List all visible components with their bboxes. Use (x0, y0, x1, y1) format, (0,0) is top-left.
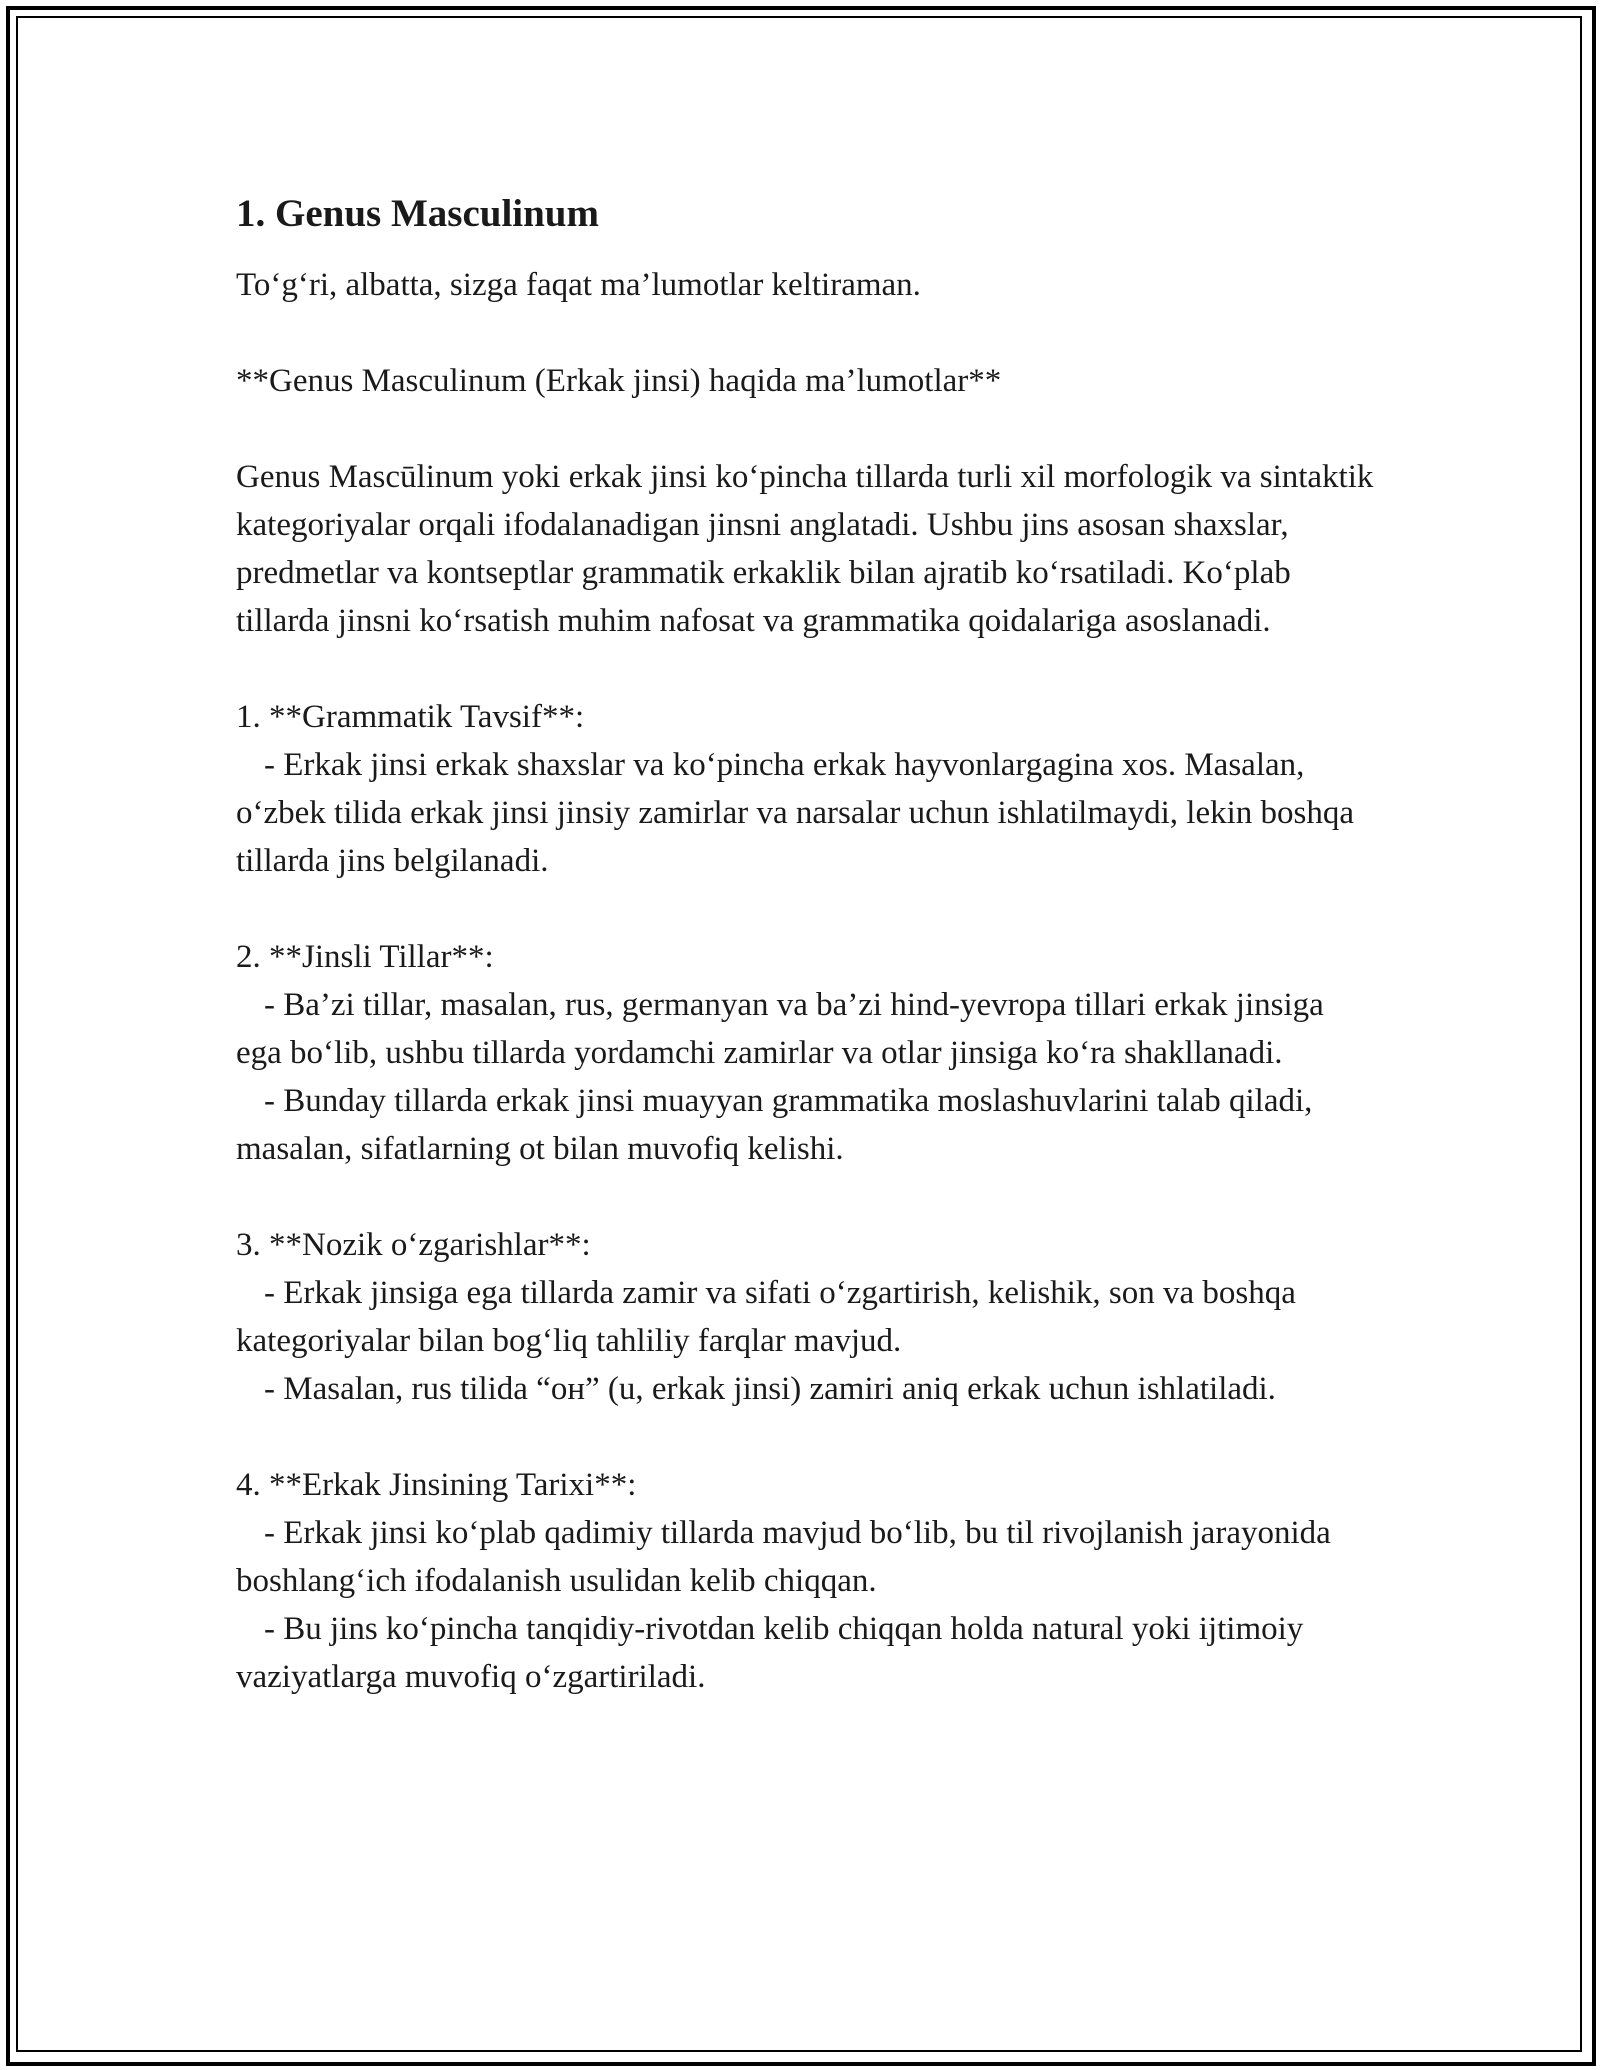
section-bullet: - Bunday tillarda erkak jinsi muayyan grammatika moslashuvlarini talab qiladi, masalan, sifatlarning ot bilan muvofiq kelishi. (236, 1083, 1313, 1167)
intro-text: To‘g‘ri, albatta, sizga faqat ma’lumotlar keltiraman. (236, 267, 921, 303)
section-title: 2. **Jinsli Tillar**: (236, 939, 494, 975)
section-bullet: - Erkak jinsiga ega tillarda zamir va sifati o‘zgartirish, kelishik, son va boshqa kategoriyalar bilan bog‘liq tahliliy farqlar mavjud. (236, 1275, 1296, 1359)
section-erkak-jinsining-tarixi (236, 1461, 1376, 1701)
section-title: 3. **Nozik o‘zgarishlar**: (236, 1227, 591, 1263)
section-bullet: - Bu jins ko‘pincha tanqidiy-rivotdan kelib chiqqan holda natural yoki ijtimoiy vaziyatlarga muvofiq o‘zgartiriladi. (236, 1611, 1304, 1695)
section-bullet: - Erkak jinsi ko‘plab qadimiy tillarda mavjud bo‘lib, bu til rivojlanish jarayonida boshlang‘ich ifodalanish usulidan kelib chiqqan. (236, 1515, 1331, 1599)
section-title: 1. **Grammatik Tavsif**: (236, 699, 585, 735)
document-heading: 1. Genus Masculinum (236, 192, 599, 235)
section-bullet: - Masalan, rus tilida “он” (u, erkak jinsi) zamiri aniq erkak uchun ishlatiladi. (264, 1371, 1276, 1407)
description-paragraph: Genus Mascūlinum yoki erkak jinsi ko‘pincha tillarda turli xil morfologik va sintaktik kategoriyalar orqali ifodalanadigan jinsni anglatadi. Ushbu jins asosan shaxslar, predmetlar va kontseptlar grammatik erkaklik bilan ajratib ko‘rsatiladi. Ko‘plab tillarda jinsni ko‘rsatish muhim nafosat va grammatika qoidalariga asoslanadi. (236, 459, 1374, 639)
subheading-text: **Genus Masculinum (Erkak jinsi) haqida ma’lumotlar** (236, 363, 1002, 399)
document-body (236, 183, 1376, 1749)
section-jinsli-tillar (236, 933, 1376, 1173)
section-grammatik-tavsif (236, 693, 1376, 885)
section-bullet: - Erkak jinsi erkak shaxslar va ko‘pincha erkak hayvonlargagina xos. Masalan, o‘zbek tilida erkak jinsi jinsiy zamirlar va narsalar uchun ishlatilmaydi, lekin boshqa tillarda jins belgilanadi. (236, 747, 1355, 879)
section-title: 4. **Erkak Jinsining Tarixi**: (236, 1467, 637, 1503)
section-bullet: - Ba’zi tillar, masalan, rus, germanyan va ba’zi hind-yevropa tillari erkak jinsiga ega bo‘lib, ushbu tillarda yordamchi zamirlar va otlar jinsiga ko‘ra shakllanadi. (236, 987, 1324, 1071)
section-nozik-ozgarishlar (236, 1221, 1376, 1413)
